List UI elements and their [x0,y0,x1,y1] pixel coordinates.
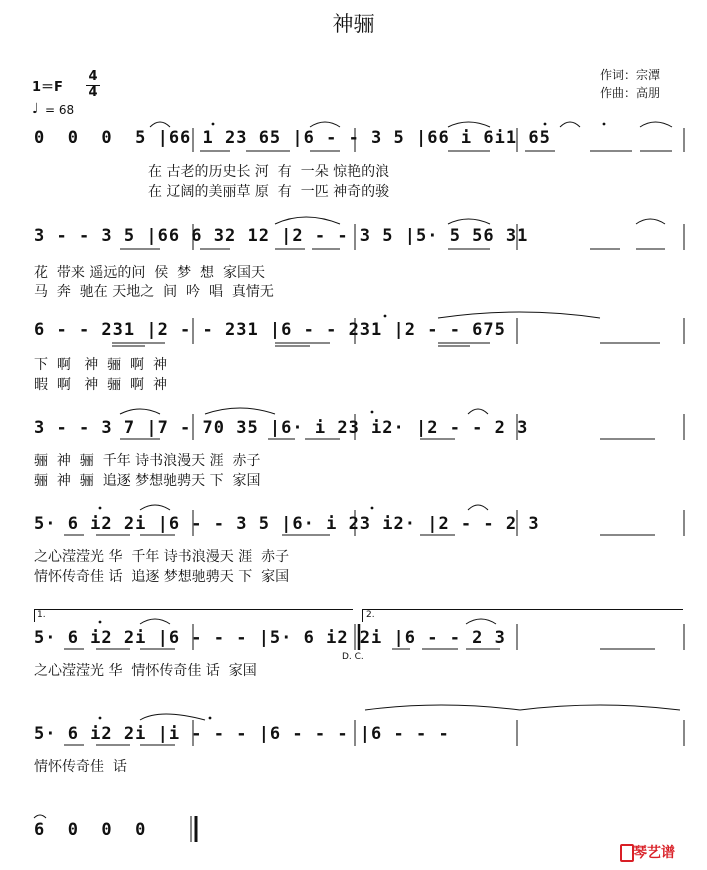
lyric-row-4-verse-1: 骊 神 骊 千年 诗书浪漫天 涯 赤子 [34,453,261,469]
notation-row-4: 3 - - 3 7 |7 - 70 35 |6· i 23 i2· |2 - - 2 3 [34,418,529,438]
notation-row-3: 6 - - 231 |2 - - 231 |6 - - 231 |2 - - 675 [34,320,506,340]
key-signature: 1＝F [32,80,63,95]
composer-credit: 作曲：高朋 [600,86,661,100]
lyric-row-1-verse-2: 在 辽阔的美丽草 原 有 一匹 神奇的骏 [148,184,390,200]
da-capo-mark: D. C. [342,652,364,662]
notation-row-6: 5· 6 i2 2i |6 - - - |5· 6 i2 2i |6 - - 2 3 [34,628,506,648]
time-signature-top: 4 [88,69,98,84]
lyricist-credit: 作词：宗潭 [600,68,661,82]
notation-row-5: 5· 6 i2 2i |6 - - 3 5 |6· i 23 i2· |2 - - 2 3 [34,514,540,534]
notation-row-1: 0 0 0 5 |66 1 23 65 |6 - - 3 5 |66 i 6i1 65 [34,128,551,148]
lyric-row-3-verse-1: 下 啊 神 骊 啊 神 [34,357,167,373]
notation-row-7: 5· 6 i2 2i |i - - - |6 - - - |6 - - - [34,724,450,744]
volta-2-label: 2. [366,610,375,620]
lyric-row-6: 之心滢滢光 华 情怀传奇佳 话 家国 [34,663,257,679]
quarter-note-icon: ♩ [32,101,39,117]
lyric-row-1-verse-1: 在 古老的历史长 河 有 一朵 惊艳的浪 [148,164,390,180]
site-logo: 琴艺谱 [633,845,675,861]
lyric-row-3-verse-2: 暇 啊 神 骊 啊 神 [34,377,167,393]
lyric-row-2-verse-1: 花 带来 遥远的问 侯 梦 想 家国天 [34,265,265,281]
page-title: 神骊 [332,12,375,36]
lyric-row-7: 情怀传奇佳 话 [34,759,127,775]
logo-icon [620,844,634,862]
volta-1-label: 1. [37,610,46,620]
lyric-row-2-verse-2: 马 奔 驰在 天地之 间 吟 唱 真情无 [34,284,274,300]
lyric-row-5-verse-2: 情怀传奇佳 话 追逐 梦想驰骋天 下 家国 [34,569,290,585]
time-signature-bottom: 4 [88,85,98,100]
lyric-row-4-verse-2: 骊 神 骊 追逐 梦想驰骋天 下 家国 [34,473,261,489]
tempo-marking: = 68 [45,103,75,117]
lyric-row-5-verse-1: 之心滢滢光 华 千年 诗书浪漫天 涯 赤子 [34,549,290,565]
notation-row-2: 3 - - 3 5 |66 6 32 12 |2 - - 3 5 |5· 5 56 31 [34,226,529,246]
notation-row-8: 6 0 0 0 [34,820,147,840]
